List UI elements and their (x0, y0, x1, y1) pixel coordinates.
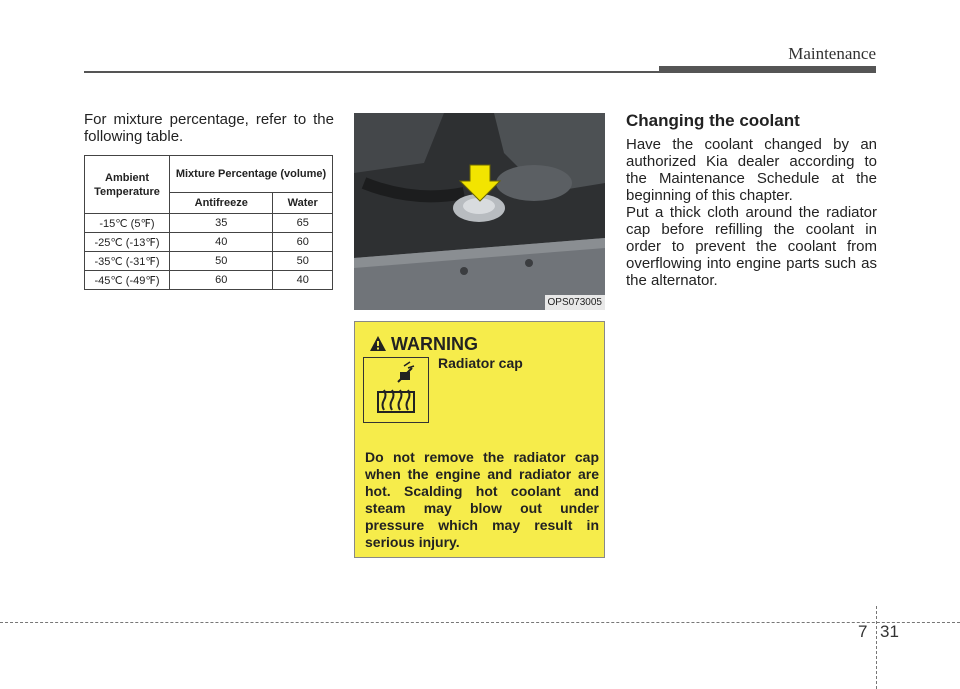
cell-water: 50 (273, 252, 333, 271)
engine-bay-photo (354, 113, 605, 310)
header-rule-accent (659, 66, 876, 73)
chapter-number: 7 (858, 622, 868, 641)
section-title: Changing the coolant (626, 111, 800, 130)
footer-divider (876, 606, 877, 689)
cell-temp: -45℃ (-49℉) (85, 271, 170, 290)
table-row (85, 271, 333, 290)
cell-water: 65 (273, 214, 333, 233)
warning-box (354, 321, 605, 558)
warning-triangle-icon (369, 335, 387, 352)
col-ambient-temperature: Ambient Temperature (85, 156, 170, 214)
table-row (85, 252, 333, 271)
cell-antifreeze: 35 (170, 214, 273, 233)
mixture-table (84, 155, 333, 290)
hot-coolant-hazard-icon (363, 357, 429, 423)
cell-temp: -25℃ (-13℉) (85, 233, 170, 252)
table-row (85, 214, 333, 233)
warning-subtitle: Radiator cap (438, 355, 523, 371)
intro-text: For mixture percentage, refer to the following table. (84, 111, 334, 145)
figure-code: OPS073005 (545, 295, 606, 310)
col-water: Water (273, 193, 333, 214)
paragraph: Put a thick cloth around the radiator cap before refilling the coolant in order to prevent the coolant from overflowing into engine parts such as the alternator. (626, 204, 877, 289)
cell-antifreeze: 60 (170, 271, 273, 290)
engine-illustration (354, 113, 605, 310)
col-antifreeze: Antifreeze (170, 193, 273, 214)
cell-water: 60 (273, 233, 333, 252)
cell-water: 40 (273, 271, 333, 290)
section-header: Maintenance (788, 44, 876, 63)
footer-rule (0, 622, 960, 623)
cell-temp: -15℃ (5℉) (85, 214, 170, 233)
cell-antifreeze: 40 (170, 233, 273, 252)
cell-antifreeze: 50 (170, 252, 273, 271)
paragraph: Have the coolant changed by an authorized Kia dealer according to the Maintenance Schedule at the beginning of this chapter. (626, 136, 877, 204)
col-mixture-percentage: Mixture Percentage (volume) (170, 156, 333, 193)
cell-temp: -35℃ (-31℉) (85, 252, 170, 271)
header-rule (84, 71, 659, 73)
page-number: 31 (880, 622, 899, 641)
table-row (85, 233, 333, 252)
warning-text: Do not remove the radiator cap when the engine and radiator are hot. Scalding hot coolant and steam may blow out under pressure which may result in serious injury. (365, 449, 599, 550)
warning-title: WARNING (391, 334, 478, 354)
